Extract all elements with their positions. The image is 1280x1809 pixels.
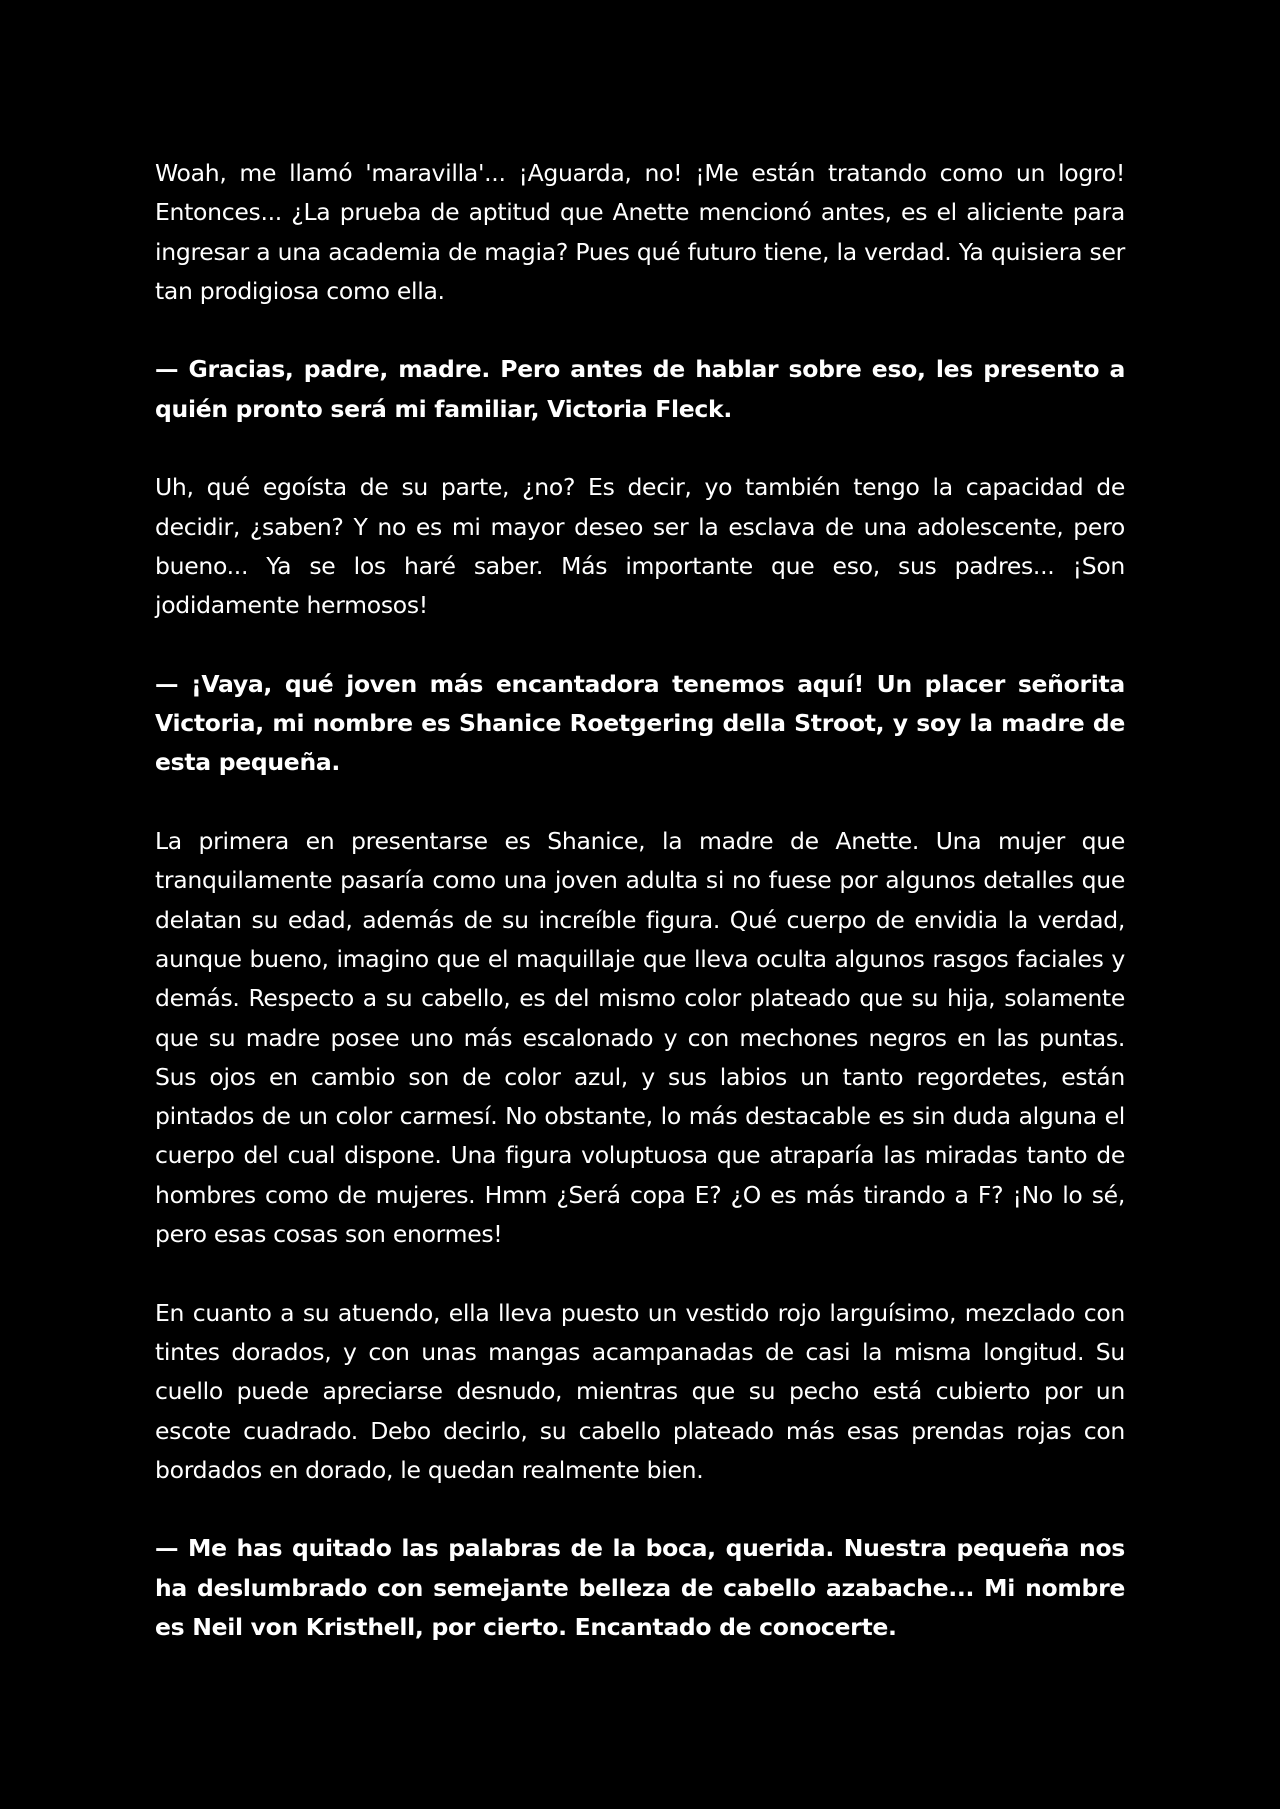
narration-paragraph: En cuanto a su atuendo, ella lleva puesto un vestido rojo larguísimo, mezclado con tintes dorados, y con unas mangas acampanadas de casi la misma longitud. Su cuello puede apreciarse desnudo, mientras que su pecho está cubierto por un escote cuadrado. Debo decirlo, su cabello plateado más esas prendas rojas con bordados en dorado, le quedan realmente bien. xyxy=(155,1298,1125,1484)
narration-paragraph: La primera en presentarse es Shanice, la madre de Anette. Una mujer que tranquilamente pasaría como una joven adulta si no fuese por algunos detalles que delatan su edad, además de su increíble figura. Qué cuerpo de envidia la verdad, aunque bueno, imagino que el maquillaje que lleva oculta algunos rasgos faciales y demás. Respecto a su cabello, es del mismo color plateado que su hija, solamente que su madre posee uno más escalonado y con mechones negros en las puntas. Sus ojos en cambio son de color azul, y sus labios un tanto regordetes, están pintados de un color carmesí. No obstante, lo más destacable es sin duda alguna el cuerpo del cual dispone. Una figura voluptuosa que atraparía las miradas tanto de hombres como de mujeres. Hmm ¿Será copa E? ¿O es más tirando a F? ¡No lo sé, pero esas cosas son enormes! xyxy=(155,827,1125,1249)
dialogue-paragraph: — ¡Vaya, qué joven más encantadora tenemos aquí! Un placer señorita Victoria, mi nombre es Shanice Roetgering della Stroot, y soy la madre de esta pequeña. xyxy=(155,669,1125,777)
narration-paragraph: Uh, qué egoísta de su parte, ¿no? Es decir, yo también tengo la capacidad de decidir, ¿saben? Y no es mi mayor deseo ser la esclava de una adolescente, pero bueno... Ya se los haré saber. Más importante que eso, sus padres... ¡Son jodidamente hermosos! xyxy=(155,473,1125,620)
dialogue-paragraph: — Me has quitado las palabras de la boca, querida. Nuestra pequeña nos ha deslumbrado con semejante belleza de cabello azabache... Mi nombre es Neil von Kristhell, por cierto. Encantado de conocerte. xyxy=(155,1534,1125,1641)
narration-paragraph: Woah, me llamó 'maravilla'... ¡Aguarda, no! ¡Me están tratando como un logro! Entonces... ¿La prueba de aptitud que Anette mencionó antes, es el aliciente para ingresar a una academia de magia? Pues qué futuro tiene, la verdad. Ya quisiera ser tan prodigiosa como ella. xyxy=(155,159,1125,305)
document-page xyxy=(155,154,1125,1687)
dialogue-paragraph: — Gracias, padre, madre. Pero antes de hablar sobre eso, les presento a quién pronto será mi familiar, Victoria Fleck. xyxy=(155,355,1125,423)
